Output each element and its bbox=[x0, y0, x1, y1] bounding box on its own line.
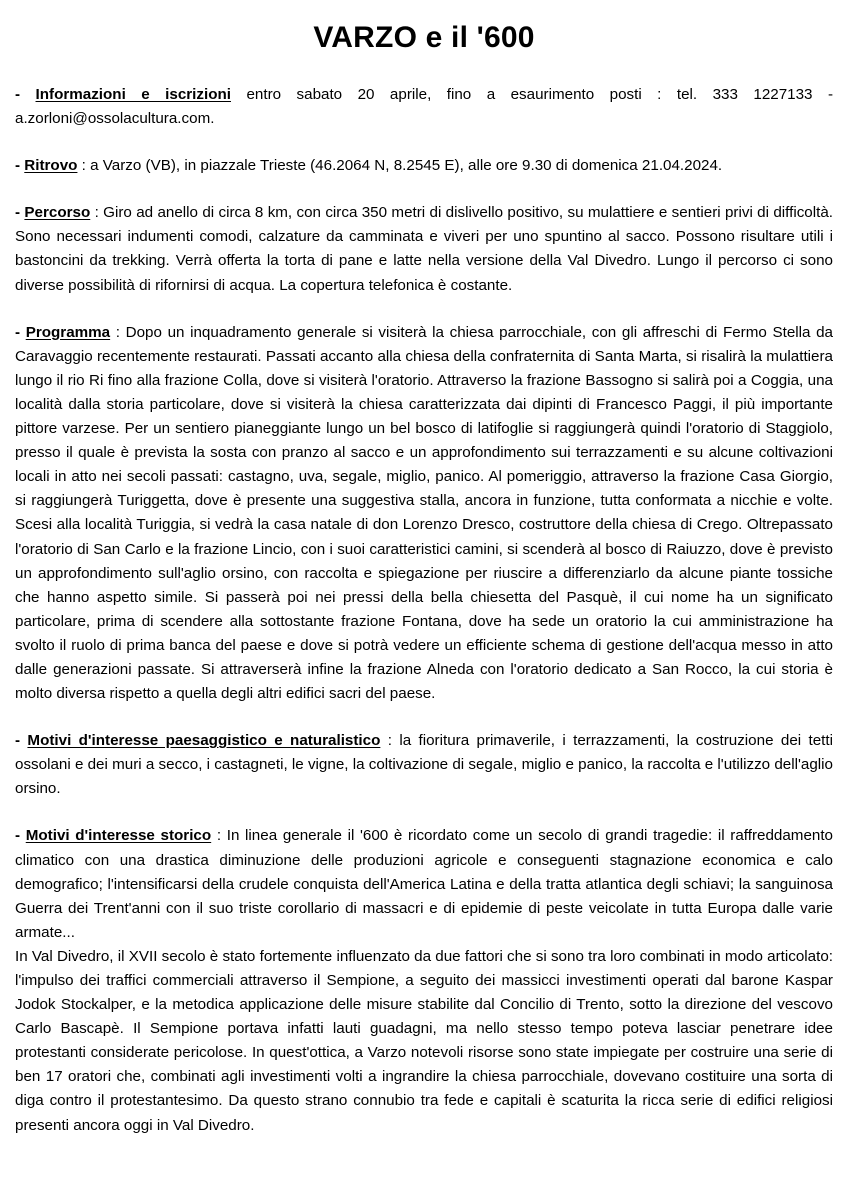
section-paesaggistico bbox=[15, 729, 833, 801]
page-title: VARZO e il '600 bbox=[313, 21, 535, 54]
section-percorso bbox=[15, 201, 833, 297]
section-label-ritrovo: Ritrovo bbox=[24, 157, 78, 175]
bullet-dash: - bbox=[15, 323, 26, 341]
section-ritrovo bbox=[15, 154, 833, 178]
section-informazioni bbox=[15, 83, 833, 131]
bullet-dash: - bbox=[15, 157, 25, 175]
bullet-dash: - bbox=[15, 86, 36, 103]
section-label-storico: Motivi d'interesse storico bbox=[25, 827, 212, 845]
section-label-informazioni: Informazioni e iscrizioni bbox=[35, 86, 231, 103]
section-text-informazioni: entro sabato 20 aprile, fino a esaurimento posti : tel. 333 1227133 - a.zorloni@ossolacultura.com. bbox=[15, 86, 834, 128]
section-text-paesaggistico: : la fioritura primaverile, i terrazzamenti, la costruzione dei tetti ossolani e dei muri a secco, i castagneti, le vigne, la coltivazione di segale, miglio e panico, la raccolta e l'utilizzo dell'aglio orsino. bbox=[15, 732, 833, 798]
section-text-storico: : In linea generale il '600 è ricordato come un secolo di grandi tragedie: il raffreddamento climatico con una drastica diminuzione delle produzioni agricole e conseguenti stagnazione economica e calo demografico; l'intensificarsi della crudele conquista dell'America Latina e della tratta atlantica degli schiavi; la sanguinosa Guerra dei Trent'anni con il suo triste corollario di massacri e di epidemie di peste veicolate in tutta Europa dalle varie armate... bbox=[15, 827, 833, 941]
section-text-percorso: : Giro ad anello di circa 8 km, con circa 350 metri di dislivello positivo, su mulattiere e sentieri privi di difficoltà. Sono necessari indumenti comodi, calzature da camminata e viveri per uno spuntino al sacco. Possono risultare utili i bastoncini da trekking. Verrà offerta la torta di pane e latte nella versione della Val Divedro. Lungo il percorso ci sono diverse possibilità di rifornirsi di acqua. La copertura telefonica è costante. bbox=[15, 204, 833, 294]
bullet-dash: - bbox=[15, 204, 25, 222]
section-storico-continuation: In Val Divedro, il XVII secolo è stato fortemente influenzato da due fattori che si sono tra loro combinati in modo articolato: l'impulso dei traffici commerciali attraverso il Sempione, a seguito dei massicci investimenti operati dal barone Kaspar Jodok Stockalper, e la metodica applicazione delle misure stabilite dal Concilio di Trento, sotto la direzione del vescovo Carlo Bascapè. Il Sempione portava infatti lauti guadagni, ma nello stesso tempo poteva lasciar penetrare idee protestanti considerate pericolose. In quest'ottica, a Varzo notevoli risorse sono state impiegate per costruire una serie di ben 17 oratori che, combinati agli investimenti volti a ingrandire la chiesa parrocchiale, dovevano costituire una sorta di diga contro il protestantesimo. Da questo strano connubio tra fede e capitali è scaturita la ricca serie di edifici religiosi presenti ancora oggi in Val Divedro. bbox=[15, 947, 833, 1134]
bullet-dash: - bbox=[15, 732, 28, 750]
section-text-ritrovo: : a Varzo (VB), in piazzale Trieste (46.2064 N, 8.2545 E), alle ore 9.30 di domenica 21.04.2024. bbox=[77, 157, 723, 175]
section-label-percorso: Percorso bbox=[24, 204, 91, 222]
section-storico bbox=[15, 824, 833, 944]
section-text-programma: : Dopo un inquadramento generale si visiterà la chiesa parrocchiale, con gli affreschi di Fermo Stella da Caravaggio recentemente restaurati. Passati accanto alla chiesa della confraternita di Santa Marta, si risalirà la mulattiera lungo il rio Ri fino alla frazione Colla, dove si visiterà l'oratorio. Attraverso la frazione Bassogno si salirà poi a Coggia, una località dalla storia particolare, dove si visiterà la chiesa caratterizzata dai dipinti di Francesco Paggi, il più importante pittore varzese. Per un sentiero pianeggiante lungo un bel bosco di latifoglie si raggiungerà quindi l'oratorio di Staggiolo, presso il quale è prevista la sosta con pranzo al sacco e un approfondimento sui terrazzamenti e su alcune coltivazioni locali in atto nei secoli passati: castagno, uva, segale, miglio, panico. Al pomeriggio, attraverso la frazione Casa Giorgio, si raggiungerà Turiggetta, dove è presente una suggestiva stalla, ancora in funzione, tutta conformata a nicchie e volte. Scesi alla località Turiggia, si vedrà la casa natale di don Lorenzo Dresco, costruttore della chiesa di Crego. Oltrepassato l'oratorio di San Carlo e la frazione Lincio, con i suoi caratteristici camini, si scenderà al bosco di Raiuzzo, dove è previsto un approfondimento sull'aglio orsino, con raccolta e spiegazione per riuscire a differenziarlo da alcune piante tossiche che hanno aspetto simile. Si passerà poi nei pressi della bella chiesetta del Pasquè, il cui nome ha un significato particolare, prima di scendere alla sottostante frazione Fontana, dove ha sede un oratorio la cui amministrazione ha svolto il ruolo di prima banca del paese e dove si potrà vedere un efficiente schema di gestione dell'acqua messo in atto dalle generazioni passate. Si attraverserà infine la frazione Alneda con l'oratorio dedicato a San Rocco, la cui storia è molto diversa rispetto a quella degli altri edifici sacri del paese. bbox=[15, 323, 833, 703]
document-page bbox=[15, 14, 833, 1138]
section-label-programma: Programma bbox=[25, 323, 111, 341]
section-label-paesaggistico: Motivi d'interesse paesaggistico e naturalistico bbox=[27, 732, 381, 750]
section-programma bbox=[15, 321, 833, 707]
bullet-dash: - bbox=[15, 827, 26, 845]
